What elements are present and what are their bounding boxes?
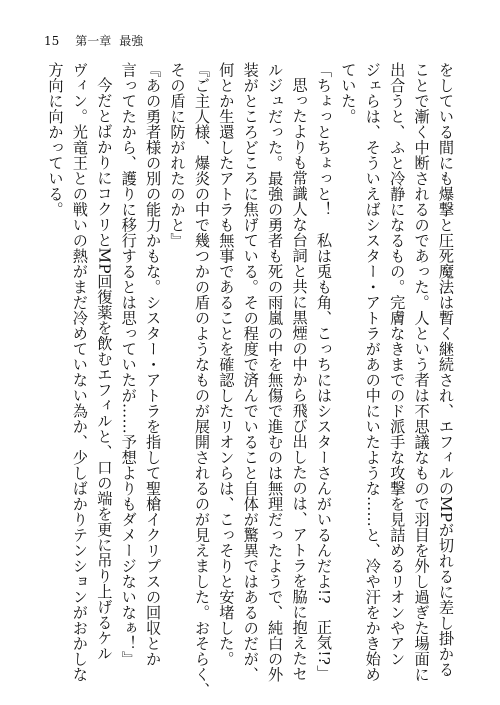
text-line bbox=[214, 62, 238, 670]
text-line bbox=[385, 62, 409, 670]
text-segment: 言ってたから、護りに移行するとは思っていたが……予想よりもダメージないなぁ！』 bbox=[119, 62, 138, 667]
text-line bbox=[287, 62, 311, 682]
text-line bbox=[116, 62, 140, 670]
text-line bbox=[434, 62, 458, 678]
vertical-body-text bbox=[43, 62, 458, 698]
chapter-title: 最強 bbox=[119, 34, 144, 48]
text-segment: 何とか生還したアトラも無事であることを確認したリオンらは、こっそりと安堵した。 bbox=[217, 62, 236, 667]
text-segment: ことで漸く中断されるのであった。人という者は不思議なもので羽目を外し過ぎた場面に bbox=[412, 62, 431, 682]
text-segment: 思ったよりも常識人な台詞と共に黒煙の中から飛び出したのは、アトラを脇に抱えたセ bbox=[290, 77, 309, 682]
text-segment: 方向に向かっている。 bbox=[46, 62, 65, 217]
chapter-label: 第一章 bbox=[75, 34, 112, 48]
text-segment: 『あの勇者様の別の能力かもな。シスター・アトラを指して聖槍イクリプスの回収とか bbox=[144, 62, 163, 667]
text-segment: ジェらは、そういえばシスター・アトラがあの中にいたような……と、冷や汗をかき始め bbox=[363, 62, 382, 682]
text-line bbox=[43, 62, 67, 670]
text-segment: をしている間にも爆撃と圧死魔法は暫く継続され、エフィルのMPが切れるに差し掛かる bbox=[437, 62, 455, 678]
text-segment: 『ご主人様、爆炎の中で幾つかの盾のようなものが展開されるのが見えました。おそらく、 bbox=[192, 62, 211, 698]
text-line bbox=[312, 62, 336, 681]
text-segment: ルジュだった。最強の勇者も死の雨嵐の中を無傷で進むのは無理だったようで、純白の外 bbox=[266, 62, 285, 682]
text-line bbox=[190, 62, 214, 698]
text-segment: ていた。 bbox=[339, 62, 358, 124]
text-segment: 装がところどころに焦げている。その程度で済んでいること自体が驚異ではあるのだが、 bbox=[241, 62, 260, 682]
text-line bbox=[238, 62, 262, 682]
text-segment: 出合うと、ふと冷静になるもの。完膚なきまでのド派手な攻撃を見詰めるリオンやアン bbox=[388, 62, 407, 667]
text-line bbox=[165, 62, 189, 670]
text-segment: 今だとばかりにコクリとMP回復薬を飲むエフィルと、口の端を更に吊り上げるケル bbox=[95, 77, 114, 662]
text-line bbox=[336, 62, 360, 670]
text-segment: 「ちょっとちょっと！ 私は兎も角、こっちにはシスターさんがいるんだよ!? 正気!?」 bbox=[314, 62, 333, 681]
text-line bbox=[409, 62, 433, 682]
text-segment: ヴィン。光竜王との戦いの熱がまだ冷めていない為か、少しばかりテンションがおかしな bbox=[70, 62, 89, 682]
page-number: 15 bbox=[44, 34, 60, 48]
text-line bbox=[68, 62, 92, 682]
text-line bbox=[360, 62, 384, 682]
text-line bbox=[92, 62, 116, 670]
text-line bbox=[263, 62, 287, 682]
running-header bbox=[44, 34, 143, 48]
text-segment: その盾に防がれたのかと』 bbox=[168, 62, 187, 248]
text-line bbox=[141, 62, 165, 670]
